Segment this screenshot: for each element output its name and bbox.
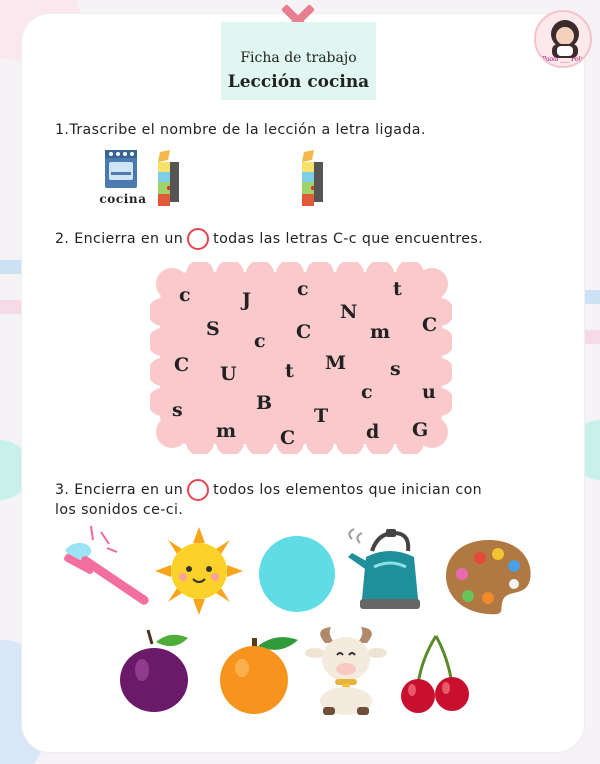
letter[interactable]: J bbox=[242, 289, 251, 311]
stove-icon bbox=[92, 146, 154, 192]
palette-icon[interactable] bbox=[444, 538, 534, 616]
letter[interactable]: C bbox=[280, 427, 296, 449]
exercise2-instruction bbox=[55, 228, 483, 250]
worksheet-subtitle: Ficha de trabajo bbox=[240, 50, 357, 66]
exercise3-instruction bbox=[55, 479, 482, 520]
exercise3-text-before: 3. Encierra en un bbox=[55, 482, 184, 498]
sun-icon[interactable] bbox=[155, 527, 243, 615]
letter[interactable]: c bbox=[297, 278, 309, 300]
letter[interactable]: S bbox=[206, 318, 220, 340]
letter[interactable]: M bbox=[325, 352, 347, 374]
letter[interactable]: T bbox=[314, 405, 329, 427]
letter[interactable]: c bbox=[179, 284, 191, 306]
letter[interactable]: c bbox=[361, 381, 373, 403]
goat-icon[interactable] bbox=[305, 625, 387, 717]
avatar bbox=[534, 10, 592, 68]
exercise3-text-line2: los sonidos ce-ci. bbox=[55, 502, 184, 518]
exercise1-instruction: 1.Trascribe el nombre de la lección a letra ligada. bbox=[55, 122, 426, 138]
letter[interactable]: s bbox=[390, 358, 401, 380]
title-box bbox=[221, 22, 376, 100]
letter[interactable]: G bbox=[412, 419, 429, 441]
red-circle-icon bbox=[187, 479, 209, 501]
letter[interactable]: t bbox=[285, 360, 294, 382]
letter[interactable]: d bbox=[366, 421, 380, 443]
letter[interactable]: C bbox=[174, 354, 190, 376]
letter[interactable]: u bbox=[422, 381, 436, 403]
kettle-icon[interactable] bbox=[344, 527, 426, 617]
exercise3-text-after: todos los elementos que inician con bbox=[213, 482, 483, 498]
plum-icon[interactable] bbox=[118, 628, 194, 714]
stove-word: cocina bbox=[99, 192, 147, 206]
letter[interactable]: U bbox=[220, 363, 237, 385]
letter[interactable]: C bbox=[422, 314, 438, 336]
toothbrush-icon[interactable] bbox=[55, 524, 155, 616]
avatar-caption: Paola ___ Poly bbox=[542, 56, 584, 63]
letter[interactable]: B bbox=[256, 392, 273, 414]
letters-cloud bbox=[150, 262, 452, 454]
letter[interactable]: s bbox=[172, 399, 183, 421]
letter[interactable]: t bbox=[393, 278, 402, 300]
letter[interactable]: m bbox=[216, 420, 237, 442]
letter[interactable]: c bbox=[254, 330, 266, 352]
stove-picture bbox=[92, 146, 154, 206]
letter[interactable]: C bbox=[296, 321, 312, 343]
red-circle-icon bbox=[187, 228, 209, 250]
cherry-icon[interactable] bbox=[398, 632, 472, 714]
exercise2-text-after: todas las letras C-c que encuentres. bbox=[213, 231, 484, 247]
lesson-title: Lección cocina bbox=[227, 72, 370, 92]
orange-icon[interactable] bbox=[212, 630, 302, 716]
circle-icon[interactable] bbox=[258, 535, 336, 613]
letter[interactable]: m bbox=[370, 321, 391, 343]
exercise2-text-before: 2. Encierra en un bbox=[55, 231, 184, 247]
letter[interactable]: N bbox=[340, 301, 358, 323]
